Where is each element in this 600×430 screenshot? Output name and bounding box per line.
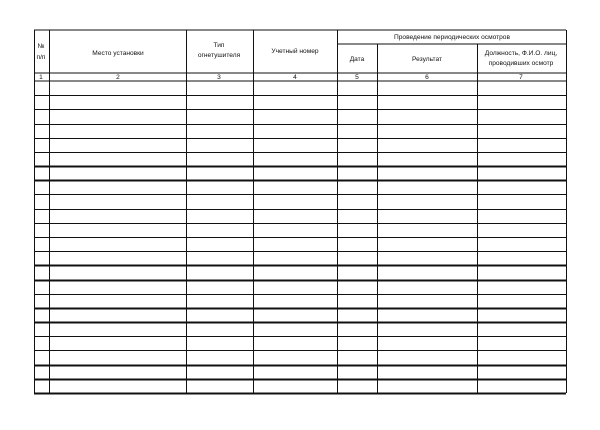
header-install-location: Место установки	[92, 50, 144, 57]
header-inspector-line2: проводивших осмотр	[488, 60, 554, 67]
header-date: Дата	[349, 56, 365, 63]
header-inspector-line1: Должность, Ф.И.О. лиц,	[484, 50, 558, 57]
header-type-line1: Тип	[213, 42, 225, 49]
column-number-4: 4	[293, 74, 297, 81]
column-number-3: 3	[217, 74, 221, 81]
header-type-line2: огнетушителя	[197, 52, 241, 59]
table-grid	[34, 30, 567, 394]
column-number-6: 6	[425, 74, 429, 81]
header-account-number: Учетный номер	[271, 48, 319, 55]
column-number-7: 7	[519, 74, 523, 81]
column-number-5: 5	[355, 74, 359, 81]
header-number-symbol: №	[37, 43, 45, 50]
header-number-abbrev: п/п	[36, 54, 46, 61]
column-number-1: 1	[39, 74, 43, 81]
header-result: Результат	[412, 56, 442, 63]
header-periodic-inspections: Проведение периодических осмотров	[394, 34, 510, 41]
column-number-2: 2	[116, 74, 120, 81]
